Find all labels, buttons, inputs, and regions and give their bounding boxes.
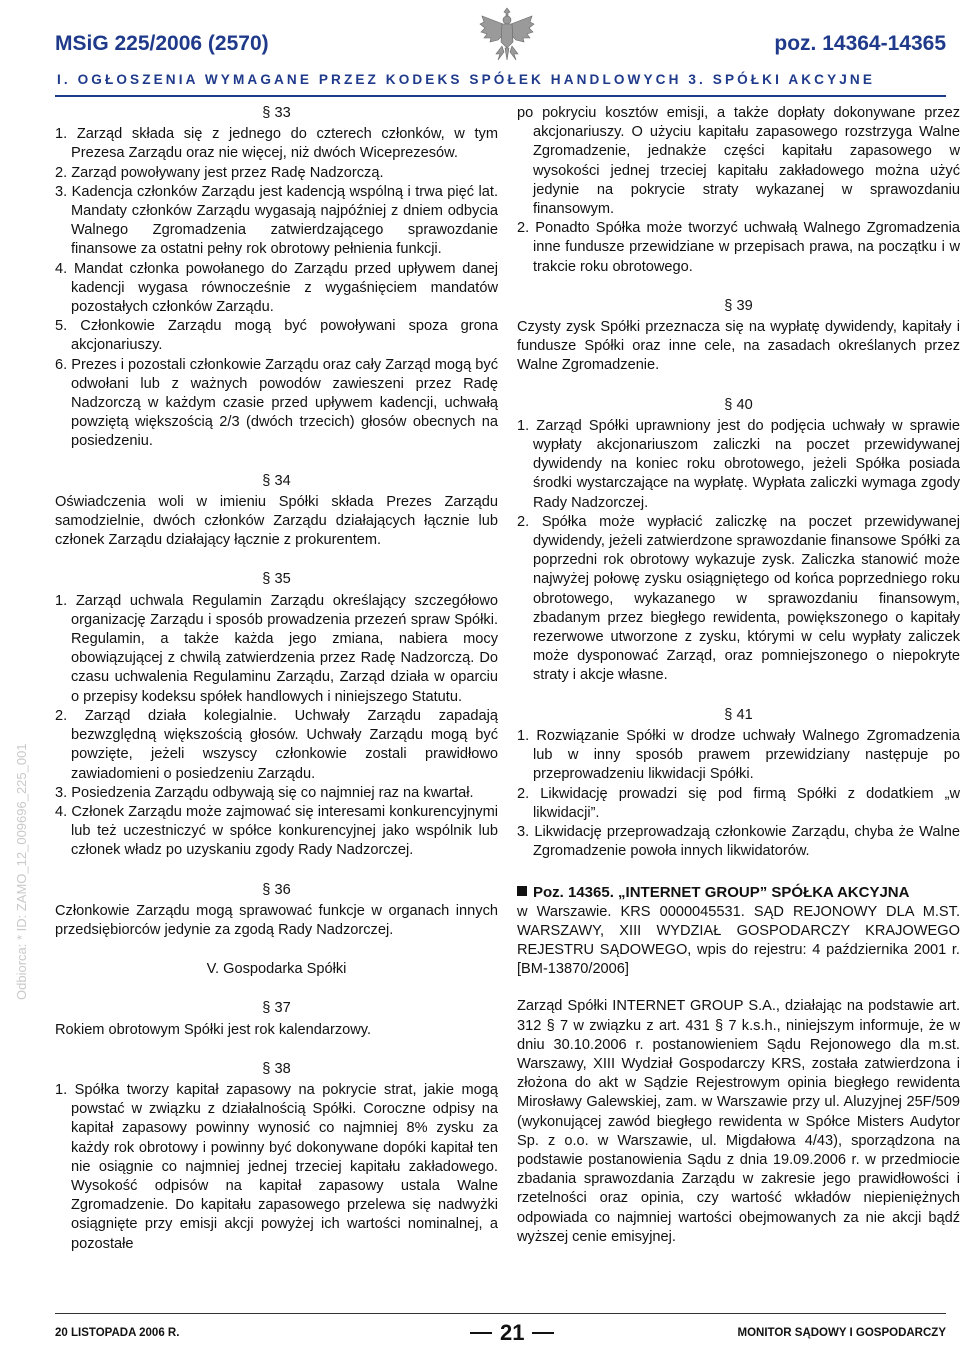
chapter-heading: V. Gospodarka Spółki xyxy=(206,961,347,978)
paragraph-item: 4. Mandat członka powołanego do Zarządu przed upływem danej kadencji wygasa równocześnie z wygaśnięciem mandatów pozostałych członków Zarządu. xyxy=(55,260,498,316)
paragraph-item: 6. Prezes i pozostali członkowie Zarządu oraz cały Zarząd mogą być odwołani lub z ważnych powodów zawieszeni przez Radę Nadzorczą w każdym czasie przed upływem kadencji, uchwałą powziętą większością 2/3 (dwóch trzecich) głosów obecnych na posiedzeniu. xyxy=(55,356,498,450)
paragraph-item: 2. Likwidację prowadzi się pod firmą Spółki z dodatkiem „w likwidacji”. xyxy=(517,785,960,821)
section-heading-41: § 41 xyxy=(724,706,753,723)
journal-name: MONITOR SĄDOWY I GOSPODARCZY xyxy=(737,1327,946,1339)
paragraph-item: 2. Ponadto Spółka może tworzyć uchwałą Walnego Zgromadzenia inne fundusze przewidziane w przepisach prawa, na początku i w trakcie roku obrotowego. xyxy=(517,220,960,275)
paragraph-item: 3. Likwidację przeprowadzają członkowie Zarządu, chyba że Walne Zgromadzenie powoła innych likwidatorów. xyxy=(517,823,960,860)
paragraph-continuation: po pokryciu kosztów emisji, a także dopłaty dokonywane przez akcjonariuszy. O użyciu kapitału zapasowego rozstrzyga Walne Zgromadzenie, jednakże części kapitału zapasowego w wysokości jednej trzeciej kapitału zakładowego można użyć jedynie na pokrycie straty wykazanej w sprawozdaniu finansowym. xyxy=(517,105,960,218)
paragraph-item: 2. Zarząd powoływany jest przez Radę Nadzorczą. xyxy=(55,164,384,181)
footer-divider xyxy=(55,1313,946,1314)
paragraph-text: Oświadczenia woli w imieniu Spółki składa Prezes Zarządu samodzielnie, dwóch członków Zarządu działających łącznie lub członek Zarządu działający łącznie z prokurentem. xyxy=(55,493,498,549)
dash-left xyxy=(470,1332,492,1334)
right-column xyxy=(517,104,960,1247)
section-heading-40: § 40 xyxy=(724,396,753,413)
section-heading-36: § 36 xyxy=(262,881,291,898)
paragraph-item: 2. Spółka może wypłacić zaliczkę na poczet przewidywanej dywidendy, jeżeli zatwierdzone sprawozdanie finansowe Spółki za poprzedni rok obrotowy wykazuje zysk. Zaliczka stanowić może najwyżej połowę zysku osiągniętego od końca poprzedniego roku obrotowego, wykazanego w sprawozdaniu finansowym, zbadanym przez biegłego rewidenta, powiększonego o kapitały rezerwowe utworzone z zysku, którymi w celu wypłaty zaliczek może dysponować Zarząd, oraz pomniejszonego o niepokryte straty i akcje własne. xyxy=(517,513,960,684)
paragraph-item: 3. Kadencja członków Zarządu jest kadencją wspólną i trwa pięć lat. Mandaty członków Zarządu wygasają najpóźniej z dniem odbycia Walnego Zgromadzenia zatwierdzającego sprawozdanie finansowe za ostatni pełny rok obrotowy pełnienia funkcji. xyxy=(55,183,498,258)
dash-right xyxy=(532,1332,554,1334)
page-number-text: 21 xyxy=(500,1320,525,1345)
paragraph-text: Członkowie Zarządu mogą sprawować funkcje w organach innych przedsiębiorców jedynie za zgodą Rady Nadzorczej. xyxy=(55,902,498,938)
header-divider xyxy=(55,95,946,97)
paragraph-item: 1. Spółka tworzy kapitał zapasowy na pokrycie strat, jakie mogą powstać w związku z działalnością Spółki. Coroczne odpisy na kapitał zapasowy powinny wynosić co najmniej 8% zysku za każdy rok obrotowy i powinny być dokonywane dopóki kapitał ten nie osiągnie co najmniej jednej trzeciej kapitału zakładowego. Wysokość odpisów na kapitał zapasowy ustala Walne Zgromadzenie. Do kapitału zapasowego przelewa się nadwyżki osiągnięte przy emisji akcji powyżej ich wartości nominalnej, a pozostałe xyxy=(55,1081,498,1252)
recipient-stamp: Odbiorca: * ID: ZAMO_12_009696_225_001 xyxy=(14,743,29,1000)
paragraph-item: 1. Zarząd uchwala Regulamin Zarządu określający szczegółowo organizację Zarządu i sposób prowadzenia przezeń spraw Spółki. Regulamin, a także każda jego zmiana, nabiera mocy obowiązującej z chwilą zatwierdzenia przez Radę Nadzorczą. Do czasu uchwalenia Regulaminu Zarządu, Zarząd działa w oparciu o przepisy kodeksu spółek handlowych i niniejszego Statutu. xyxy=(55,592,498,705)
page-number xyxy=(470,1320,554,1345)
section-heading-35: § 35 xyxy=(262,571,291,588)
section-header: I. OGŁOSZENIA WYMAGANE PRZEZ KODEKS SPÓŁEK HANDLOWYCH 3. SPÓŁKI AKCYJNE xyxy=(57,72,876,87)
paragraph-text: Czysty zysk Spółki przeznacza się na wypłatę dywidendy, kapitały i fundusze Spółki oraz inne cele, na zasadach określanych przez Walne Zgromadzenie. xyxy=(517,319,960,374)
entry-title xyxy=(517,883,960,902)
section-heading-37: § 37 xyxy=(262,1000,291,1017)
entry-subtitle: w Warszawie. KRS 0000045531. SĄD REJONOWY DLA M.ST. WARSZAWY, XIII WYDZIAŁ GOSPODARCZY KRAJOWEGO REJESTRU SĄDOWEGO, wpis do rejestru: 4 października 2001 r. [BM-13870/2006] xyxy=(517,903,960,978)
paragraph-text: Rokiem obrotowym Spółki jest rok kalendarzowy. xyxy=(55,1021,372,1038)
section-heading-33: § 33 xyxy=(262,105,291,121)
section-heading-34: § 34 xyxy=(262,472,291,489)
paragraph-item: 1. Zarząd składa się z jednego do czterech członków, w tym Prezesa Zarządu oraz nie więcej, niż dwóch Wiceprezesów. xyxy=(55,126,498,162)
paragraph-item: 5. Członkowie Zarządu mogą być powoływani spoza grona akcjonariuszy. xyxy=(55,318,498,354)
section-heading-39: § 39 xyxy=(724,297,753,314)
left-column xyxy=(55,104,498,1254)
entry-body: Zarząd Spółki INTERNET GROUP S.A., działając na podstawie art. 312 § 7 w związku z art. 431 § 7 k.s.h., niniejszym informuje, że w dniu 30.10.2006 r. postanowieniem Sądu Rejonowego dla m.st. Warszawy, XIII Wydział Gospodarczy KRS, została zatwierdzona i złożona do akt w Sądzie Rejestrowym opinia biegłego rewidenta Mirosławy Galewskiej, zam. w Warszawie przy ul. Aluzyjnej 25F/509 (wykonującej zawód biegłego rewidenta w Spółce Misters Audytor Sp. z o.o. w Warszawie, ul. Migdałowa 4/43), sporządzona na podstawie postanowienia Sądu z dnia 19.09.2006 r. w przedmiocie zbadania sprawozdania Zarządu w zakresie jego prawidłowości i rzetelności oraz opinia, czy wartość wkładów niepieniężnych odpowiada co najmniej wartości obejmowanych za nie akcji bądź wyższej cenie emisyjnej. xyxy=(517,998,960,1245)
paragraph-item: 4. Członek Zarządu może zajmować się interesami konkurencyjnymi lub też uczestniczyć w spółce konkurencyjnej jako wspólnik lub członek władz po uzyskaniu zgody Rady Nadzorczej. xyxy=(55,803,498,859)
entry-title-text: Poz. 14365. „INTERNET GROUP” SPÓŁKA AKCYJNA xyxy=(533,884,910,902)
paragraph-item: 1. Zarząd Spółki uprawniony jest do podjęcia uchwały w sprawie wypłaty akcjonariuszom zaliczki na poczet przewidywanej dywidendy na koniec roku obrotowego, jeżeli Spółka posiada środki wystarczające na wypłatę. Wypłata zaliczki wymaga zgody Rady Nadzorczej. xyxy=(517,417,960,511)
paragraph-item: 1. Rozwiązanie Spółki w drodze uchwały Walnego Zgromadzenia lub w inny sposób prawem przewidziany następuje po przeprowadzeniu likwidacji Spółki. xyxy=(517,727,960,783)
journal-issue: MSiG 225/2006 (2570) xyxy=(55,32,269,55)
paragraph-item: 3. Posiedzenia Zarządu odbywają się co najmniej raz na kwartał. xyxy=(55,784,474,801)
square-bullet-icon xyxy=(517,886,527,896)
issue-date: 20 LISTOPADA 2006 R. xyxy=(55,1327,180,1339)
eagle-emblem-icon xyxy=(478,2,536,64)
paragraph-item: 2. Zarząd działa kolegialnie. Uchwały Zarządu zapadają bezwzględną większością głosów. Uchwały Zarządu mogą być powzięte, jeżeli wszyscy członkowie zostali prawidłowo zawiadomieni o posiedzeniu Zarządu. xyxy=(55,707,498,782)
section-heading-38: § 38 xyxy=(262,1060,291,1077)
position-range: poz. 14364-14365 xyxy=(774,32,946,55)
